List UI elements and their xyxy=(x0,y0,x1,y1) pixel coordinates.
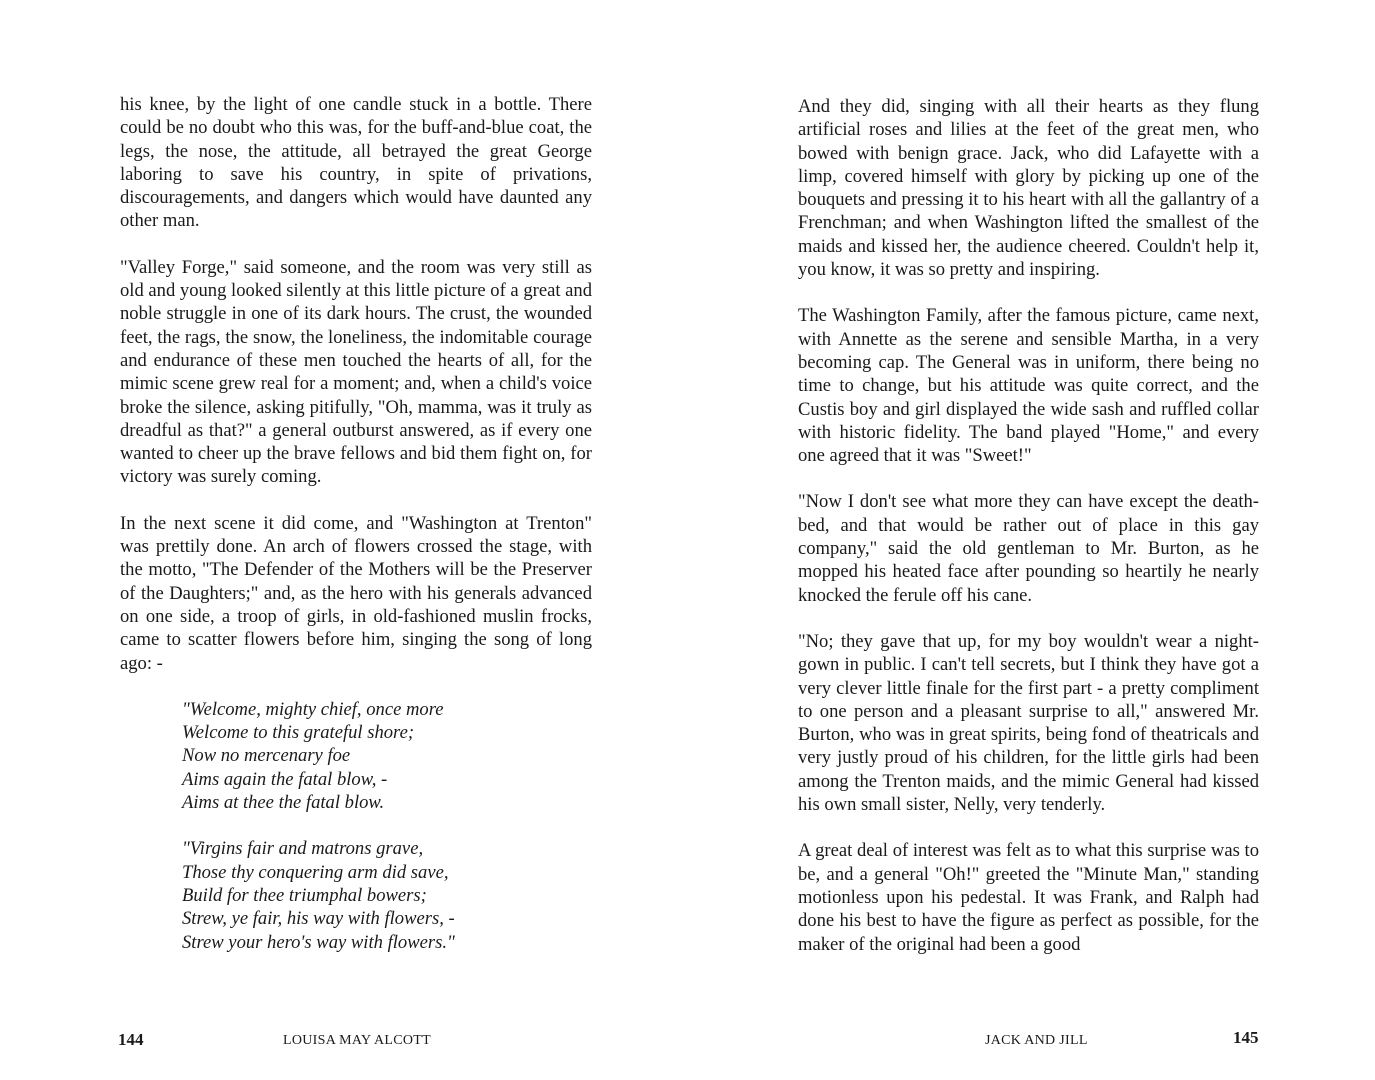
poem-line: Aims again the fatal blow, - xyxy=(182,768,388,790)
poem-line: Now no mercenary foe xyxy=(182,745,351,767)
paragraph: The Washington Family, after the famous picture, came next, with Annette as the serene and sensible Martha, in a very becoming cap. The General was in uniform, there being no time to change, but his attitude was quite correct, and the Custis boy and girl displayed the wide sash and ruffled collar with historic fidelity. The band played "Home," and every one agreed that it was "Sweet!" xyxy=(798,305,1259,467)
running-head: JACK AND JILL xyxy=(985,1033,1088,1048)
paragraph: In the next scene it did come, and "Washington at Trenton" was prettily done. An arch of flowers crossed the stage, with the motto, "The Defender of the Mothers will be the Preserver of the Daughters;" and, as the hero with his generals advanced on one side, a troop of girls, in old-fashioned muslin frocks, came to scatter flowers before him, singing the song of long ago: - xyxy=(120,512,592,674)
poem-line: "Welcome, mighty chief, once more xyxy=(182,698,444,720)
poem-line: Those thy conquering arm did save, xyxy=(182,861,449,883)
paragraph: "No; they gave that up, for my boy wouldn't wear a night-gown in public. I can't tell secrets, but I think they have got a very clever little finale for the first part - a pretty compliment to one person and a pleasant surprise to all," answered Mr. Burton, who was in great spirits, being fond of theatricals and very justly proud of his children, for the little girls had been among the Trenton maids, and the mimic General had kissed his own small sister, Nelly, very tenderly. xyxy=(798,630,1259,816)
left-page-body xyxy=(120,93,592,977)
poem-stanza xyxy=(182,698,592,814)
right-page-body xyxy=(798,95,1259,979)
paragraph: his knee, by the light of one candle stuck in a bottle. There could be no doubt who this was, for the buff-and-blue coat, the legs, the nose, the attitude, all betrayed the great George laboring to save his country, in spite of privations, discouragements, and dangers which would have daunted any other man. xyxy=(120,94,592,232)
page-number: 144 xyxy=(118,1030,144,1049)
paragraph: "Valley Forge," said someone, and the room was very still as old and young looked silently at this little picture of a great and noble struggle in one of its dark hours. The crust, the wounded feet, the rags, the snow, the loneliness, the indomitable courage and endurance of these men touched the hearts of all, for the mimic scene grew real for a moment; and, when a child's voice broke the silence, asking pitifully, "Oh, mamma, was it truly as dreadful as that?" a general outburst answered, as if every one wanted to cheer up the brave fellows and bid them fight on, for victory was surely coming. xyxy=(120,256,592,488)
poem-line: Welcome to this grateful shore; xyxy=(182,722,415,744)
poem-stanza xyxy=(182,837,592,953)
paragraph: A great deal of interest was felt as to what this surprise was to be, and a general "Oh!" greeted the "Minute Man," standing motionless upon his pedestal. It was Frank, and Ralph had done his best to have the figure as perfect as possible, for the maker of the original had been a good xyxy=(798,840,1259,955)
paragraph: And they did, singing with all their hearts as they flung artificial roses and lilies at the feet of the great men, who bowed with benign grace. Jack, who did Lafayette with a limp, covered himself with glory by picking up one of the bouquets and pressing it to his heart with all the gallantry of a Frenchman; and when Washington lifted the smallest of the maids and kissed her, the audience cheered. Couldn't help it, you know, it was so pretty and inspiring. xyxy=(798,96,1259,281)
poem-line: Aims at thee the fatal blow. xyxy=(182,792,385,814)
poem-line: Strew, ye fair, his way with flowers, - xyxy=(182,908,455,930)
poem-line: Strew your hero's way with flowers." xyxy=(182,931,455,953)
right-page xyxy=(688,0,1375,1080)
paragraph: "Now I don't see what more they can have except the death-bed, and that would be rather out of place in this gay company," said the old gentleman to Mr. Burton, as he mopped his heated face after pounding so heartily he nearly knocked the ferule off his cane. xyxy=(798,491,1259,606)
page-number: 145 xyxy=(1233,1028,1259,1047)
poem-line: Build for thee triumphal bowers; xyxy=(182,884,427,906)
running-head: LOUISA MAY ALCOTT xyxy=(283,1033,431,1048)
poem-line: "Virgins fair and matrons grave, xyxy=(182,838,424,860)
